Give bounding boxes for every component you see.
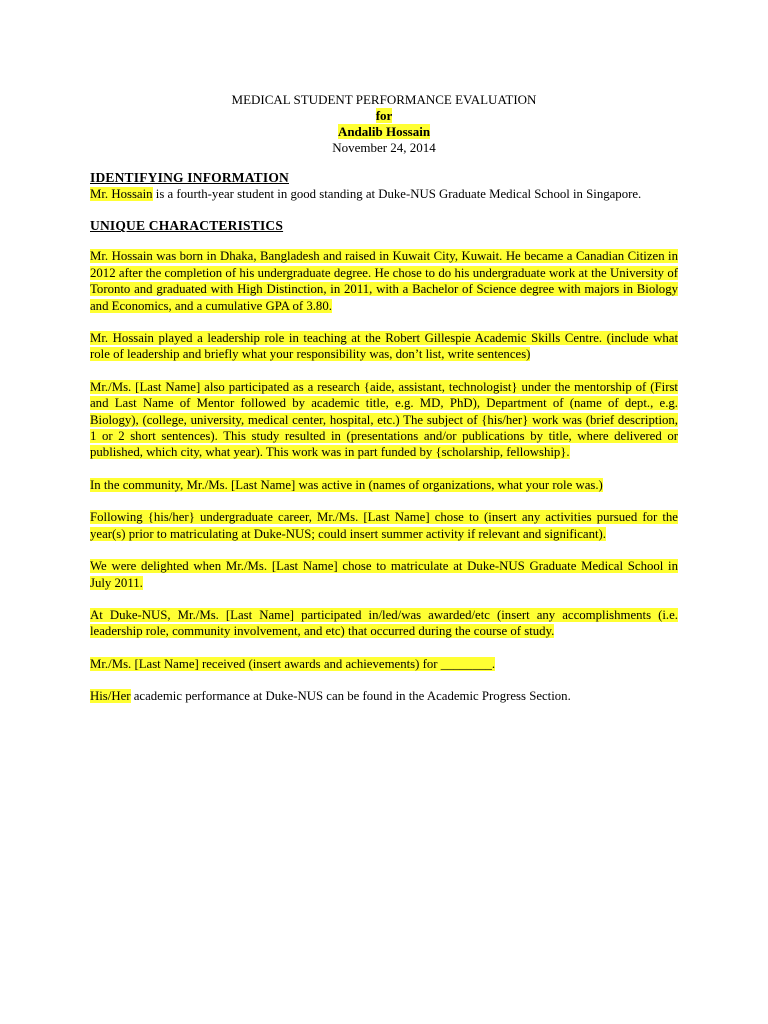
paragraph-accomplishments: At Duke-NUS, Mr./Ms. [Last Name] participated in/led/was awarded/etc (insert any accomplishments (i.e. leadership role, community involvement, and etc) that occurred during the course of study. <box>90 607 678 639</box>
identifying-name-highlight: Mr. Hossain <box>90 187 153 201</box>
identifying-information-text: Mr. Hossain is a fourth-year student in good standing at Duke-NUS Graduate Medical School in Singapore. <box>90 187 642 201</box>
document-header <box>90 92 678 156</box>
paragraph-community: In the community, Mr./Ms. [Last Name] was active in (names of organizations, what your role was.) <box>90 477 603 492</box>
student-name: Andalib Hossain <box>337 124 431 139</box>
paragraph-post-undergrad: Following {his/her} undergraduate career, Mr./Ms. [Last Name] chose to (insert any activities pursued for the year(s) prior to matriculating at Duke-NUS; could insert summer activity if relevant and significant). <box>90 510 678 541</box>
paragraph-academic-performance: His/Her academic performance at Duke-NUS can be found in the Academic Progress Section. <box>90 689 571 704</box>
paragraph-leadership: Mr. Hossain played a leadership role in teaching at the Robert Gillespie Academic Skills Centre. (include what role of leadership and briefly what your responsibility was, don’t list, write sentences) <box>90 331 678 362</box>
identifying-information-heading: IDENTIFYING INFORMATION <box>90 170 289 185</box>
unique-characteristics-heading: UNIQUE CHARACTERISTICS <box>90 218 284 234</box>
for-label: for <box>375 108 393 123</box>
paragraph-matriculation: We were delighted when Mr./Ms. [Last Name] chose to matriculate at Duke-NUS Graduate Medical School in July 2011. <box>90 559 678 590</box>
document-date: November 24, 2014 <box>332 140 436 155</box>
document-title: MEDICAL STUDENT PERFORMANCE EVALUATION <box>231 92 537 107</box>
paragraph-background: Mr. Hossain was born in Dhaka, Bangladesh and raised in Kuwait City, Kuwait. He became a Canadian Citizen in 2012 after the completion of his undergraduate degree. He chose to do his undergraduate work at the University of Toronto and graduated with High Distinction, in 2011, with a Bachelor of Science degree with majors in Biology and Economics, and a cumulative GPA of 3.80. <box>90 249 678 313</box>
paragraph-awards: Mr./Ms. [Last Name] received (insert awards and achievements) for ________. <box>90 656 496 671</box>
document-page <box>90 92 678 705</box>
paragraph-research: Mr./Ms. [Last Name] also participated as a research {aide, assistant, technologist} under the mentorship of (First and Last Name of Mentor followed by academic title, e.g. MD, PhD), Department of (name of dept., e.g. Biology), (college, university, medical center, hospital, etc.) The subject of {his/her} work was (brief description, 1 or 2 short sentences). This study resulted in (presentations and/or publications by title, where delivered or published, which city, what year). This work was in part funded by {scholarship, fellowship}. <box>90 379 678 460</box>
